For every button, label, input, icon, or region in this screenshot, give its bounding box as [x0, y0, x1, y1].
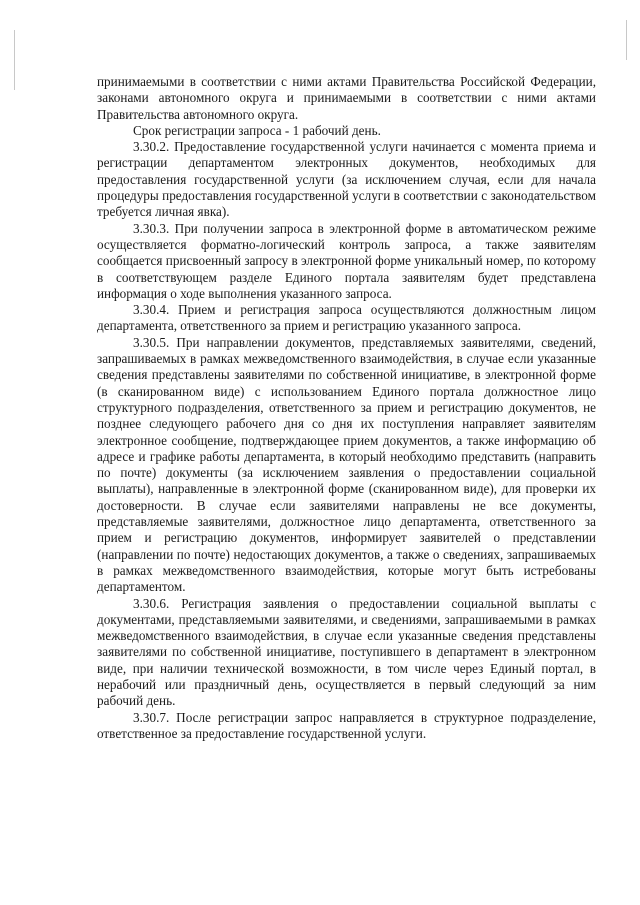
paragraph-3-30-6: 3.30.6. Регистрация заявления о предоставлении социальной выплаты с документами, представляемыми заявителями, и сведениями, запрашиваемыми в рамках межведомственного взаимодействия, в случае если указанные сведения представлены заявителями по собственной инициативе, поступившего в департамент в электронном виде, при наличии технической возможности, в том числе через Единый портал, в нерабочий или праздничный день, осуществляется в первый следующий за ним рабочий день.	[97, 595, 596, 709]
paragraph-registration-term: Срок регистрации запроса - 1 рабочий день.	[133, 122, 381, 138]
scan-mark-left	[14, 30, 15, 90]
paragraph-3-30-2: 3.30.2. Предоставление государственной услуги начинается с момента приема и регистрации департаментом электронных документов, необходимых для предоставления государственной услуги (за исключением случая, если для начала процедуры предоставления государственной услуги в соответствии с законодательством требуется личная явка).	[97, 139, 596, 220]
paragraph-3-30-5: 3.30.5. При направлении документов, представляемых заявителями, сведений, запрашиваемых в рамках межведомственного взаимодействия, в случае если указанные сведения представлены заявителями по собственной инициативе, в электронной форме (в сканированном виде) с использованием Единого портала должностное лицо структурного подразделения, ответственного за прием и регистрацию документов, не позднее следующего рабочего дня со дня их поступления направляет заявителям электронное сообщение, подтверждающее прием документов, а также информацию об адресе и графике работы департамента, в который необходимо представить (направить по почте) документы (за исключением заявления о предоставлении социальной выплаты), направленные в электронной форме (сканированном виде), для проверки их достоверности. В случае если заявителями направлены не все документы, представляемые заявителями, должностное лицо департамента, ответственного за прием и регистрацию документов, информирует заявителей о представлении (направлении по почте) недостающих документов, а также о сведениях, запрашиваемых в рамках межведомственного взаимодействия, которые могут быть истребованы департаментом.	[97, 334, 596, 595]
paragraph-continuation: принимаемыми в соответствии с ними актами Правительства Российской Федерации, законами автономного округа и принимаемыми в соответствии с ними актами Правительства автономного округа.	[97, 74, 596, 122]
paragraph-3-30-3: 3.30.3. При получении запроса в электронной форме в автоматическом режиме осуществляется форматно-логический контроль запроса, а также заявителям сообщается присвоенный запросу в электронной форме уникальный номер, по которому в соответствующем разделе Единого портала заявителям будет представлена информация о ходе выполнения указанного запроса.	[97, 220, 596, 301]
scan-mark-right	[626, 20, 627, 60]
document-body	[97, 74, 596, 742]
paragraph-3-30-7: 3.30.7. После регистрации запрос направляется в структурное подразделение, ответственное за предоставление государственной услуги.	[97, 709, 596, 741]
paragraph-3-30-4: 3.30.4. Прием и регистрация запроса осуществляются должностным лицом департамента, ответственного за прием и регистрацию указанного запроса.	[97, 302, 596, 334]
